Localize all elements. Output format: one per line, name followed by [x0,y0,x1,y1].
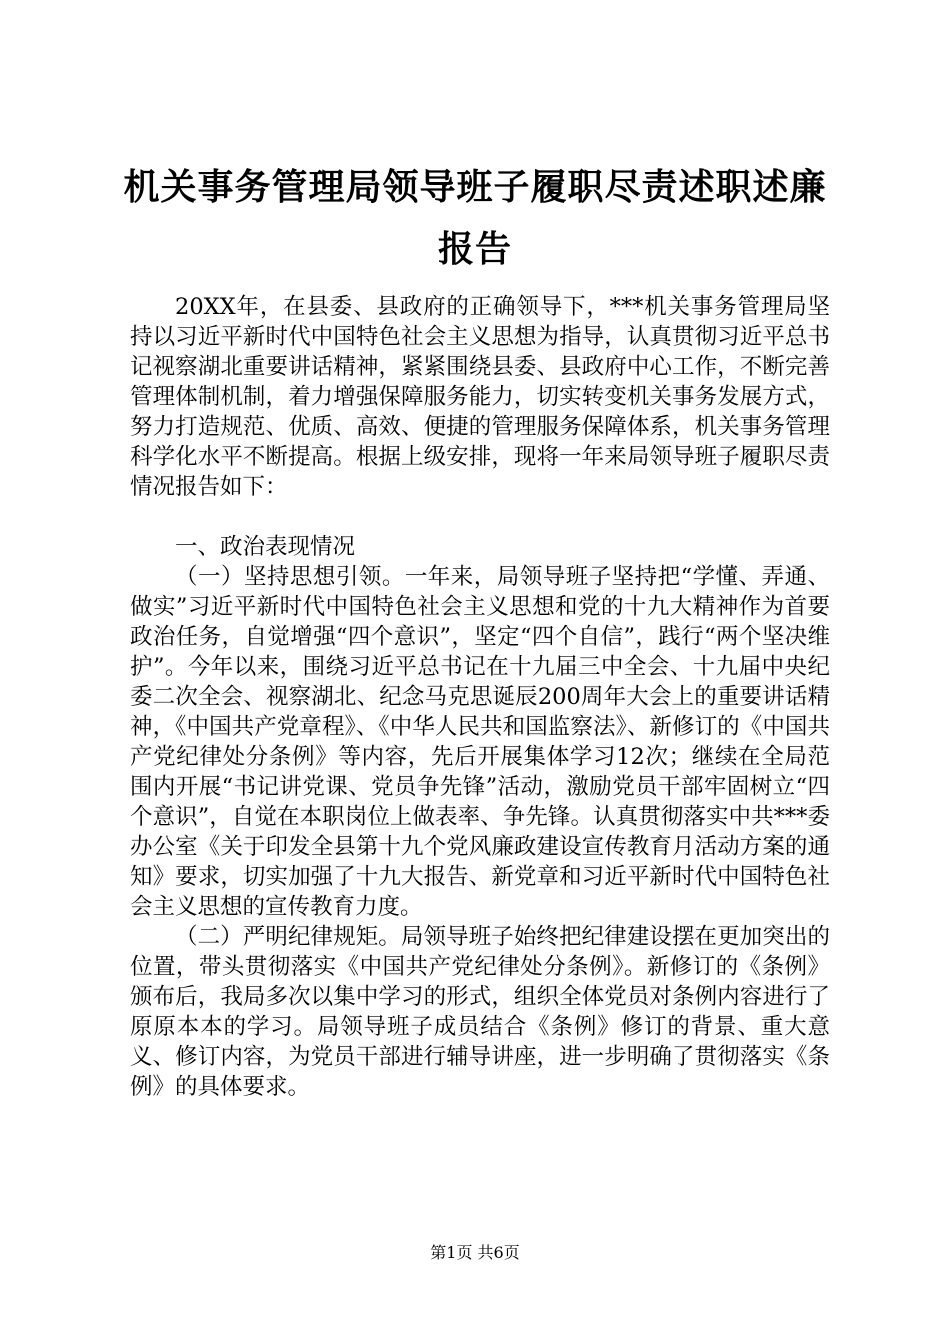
body-paragraph: （一）坚持思想引领。一年来，局领导班子坚持把“学懂、弄通、做实”习近平新时代中国特色社会主义思想和党的十九大精神作为首要政治任务，自觉增强“四个意识”，坚定“四个自信”，践行“两个坚决维护”。今年以来，围绕习近平总书记在十九届三中全会、十九届中央纪委二次全会、视察湖北、纪念马克思诞辰200周年大会上的重要讲话精神，《中国共产党章程》、《中华人民共和国监察法》、新修订的《中国共产党纪律处分条例》等内容，先后开展集体学习12次；继续在全局范围内开展“书记讲党课、党员争先锋”活动，激励党员干部牢固树立“四个意识”，自觉在本职岗位上做表率、争先锋。认真贯彻落实中共***委办公室《关于印发全县第十九个党风廉政建设宣传教育月活动方案的通知》要求，切实加强了十九大报告、新党章和习近平新时代中国特色社会主义思想的宣传教育力度。 [130,564,830,920]
body-paragraph: （二）严明纪律规矩。局领导班子始终把纪律建设摆在更加突出的位置，带头贯彻落实《中国共产党纪律处分条例》。新修订的《条例》颁布后，我局多次以集中学习的形式，组织全体党员对条例内容进行了原原本本的学习。局领导班子成员结合《条例》修订的背景、重大意义、修订内容，为党员干部进行辅导讲座，进一步明确了贯彻落实《条例》的具体要求。 [130,924,830,1100]
page-footer: 第1页 共6页 [430,1243,520,1262]
document-title: 机关事务管理局领导班子履职尽责述职述廉报告 [123,166,827,270]
section-heading: 一、政治表现情况 [175,534,356,560]
intro-paragraph: 20XX年，在县委、县政府的正确领导下，***机关事务管理局坚持以习近平新时代中国特色社会主义思想为指导，认真贯彻习近平总书记视察湖北重要讲话精神，紧紧围绕县委、县政府中心工作，不断完善管理体制机制，着力增强保障服务能力，切实转变机关事务发展方式，努力打造规范、优质、高效、便捷的管理服务保障体系，机关事务管理科学化水平不断提高。根据上级安排，现将一年来局领导班子履职尽责情况报告如下： [130,294,830,500]
document-body [130,292,830,1102]
